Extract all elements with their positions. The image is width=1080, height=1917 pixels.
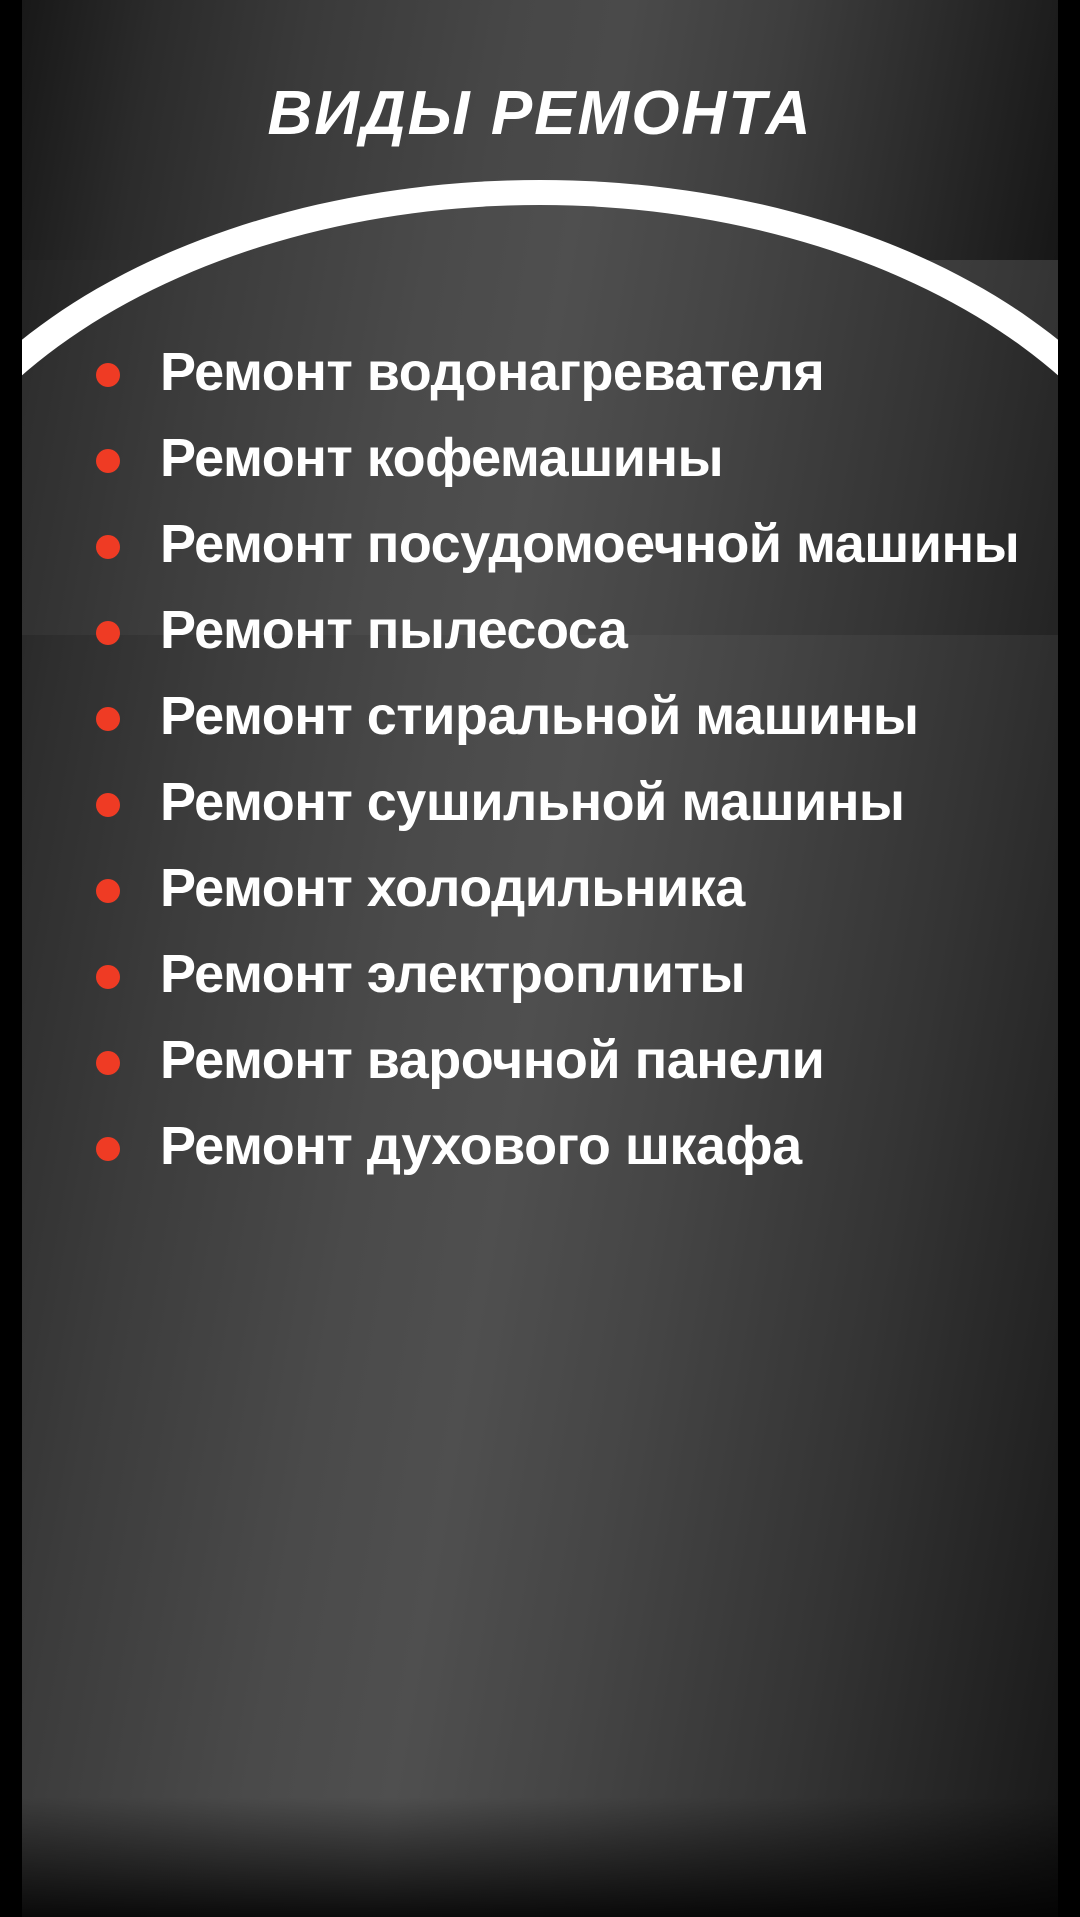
- service-label: Ремонт холодильника: [160, 858, 745, 918]
- service-label: Ремонт электроплиты: [160, 944, 746, 1004]
- list-item[interactable]: [0, 772, 1080, 835]
- service-label: Ремонт кофемашины: [160, 428, 724, 488]
- service-label: Ремонт варочной панели: [160, 1030, 825, 1090]
- list-item[interactable]: [0, 342, 1080, 405]
- right-gutter: [1058, 0, 1080, 1917]
- service-label: Ремонт пылесоса: [160, 600, 628, 660]
- bullet-icon: [96, 793, 120, 817]
- service-label: Ремонт посудомоечной машины: [160, 514, 1020, 574]
- bullet-icon: [96, 1051, 120, 1075]
- bullet-icon: [96, 707, 120, 731]
- list-item[interactable]: [0, 514, 1080, 577]
- list-item[interactable]: [0, 858, 1080, 921]
- list-item[interactable]: [0, 1116, 1080, 1179]
- service-label: Ремонт водонагревателя: [160, 342, 825, 402]
- bullet-icon: [96, 621, 120, 645]
- bullet-icon: [96, 879, 120, 903]
- bullet-icon: [96, 363, 120, 387]
- bullet-icon: [96, 535, 120, 559]
- list-item[interactable]: [0, 428, 1080, 491]
- service-label: Ремонт стиральной машины: [160, 686, 919, 746]
- list-item[interactable]: [0, 944, 1080, 1007]
- bullet-icon: [96, 965, 120, 989]
- bullet-icon: [96, 1137, 120, 1161]
- service-label: Ремонт духового шкафа: [160, 1116, 802, 1176]
- page-title: ВИДЫ РЕМОНТА: [267, 79, 813, 148]
- bullet-icon: [96, 449, 120, 473]
- left-gutter: [0, 0, 22, 1917]
- service-label: Ремонт сушильной машины: [160, 772, 905, 832]
- bottom-fade: [0, 1797, 1080, 1917]
- list-item[interactable]: [0, 686, 1080, 749]
- list-item[interactable]: [0, 1030, 1080, 1093]
- list-item[interactable]: [0, 600, 1080, 663]
- services-list: [0, 342, 1080, 1205]
